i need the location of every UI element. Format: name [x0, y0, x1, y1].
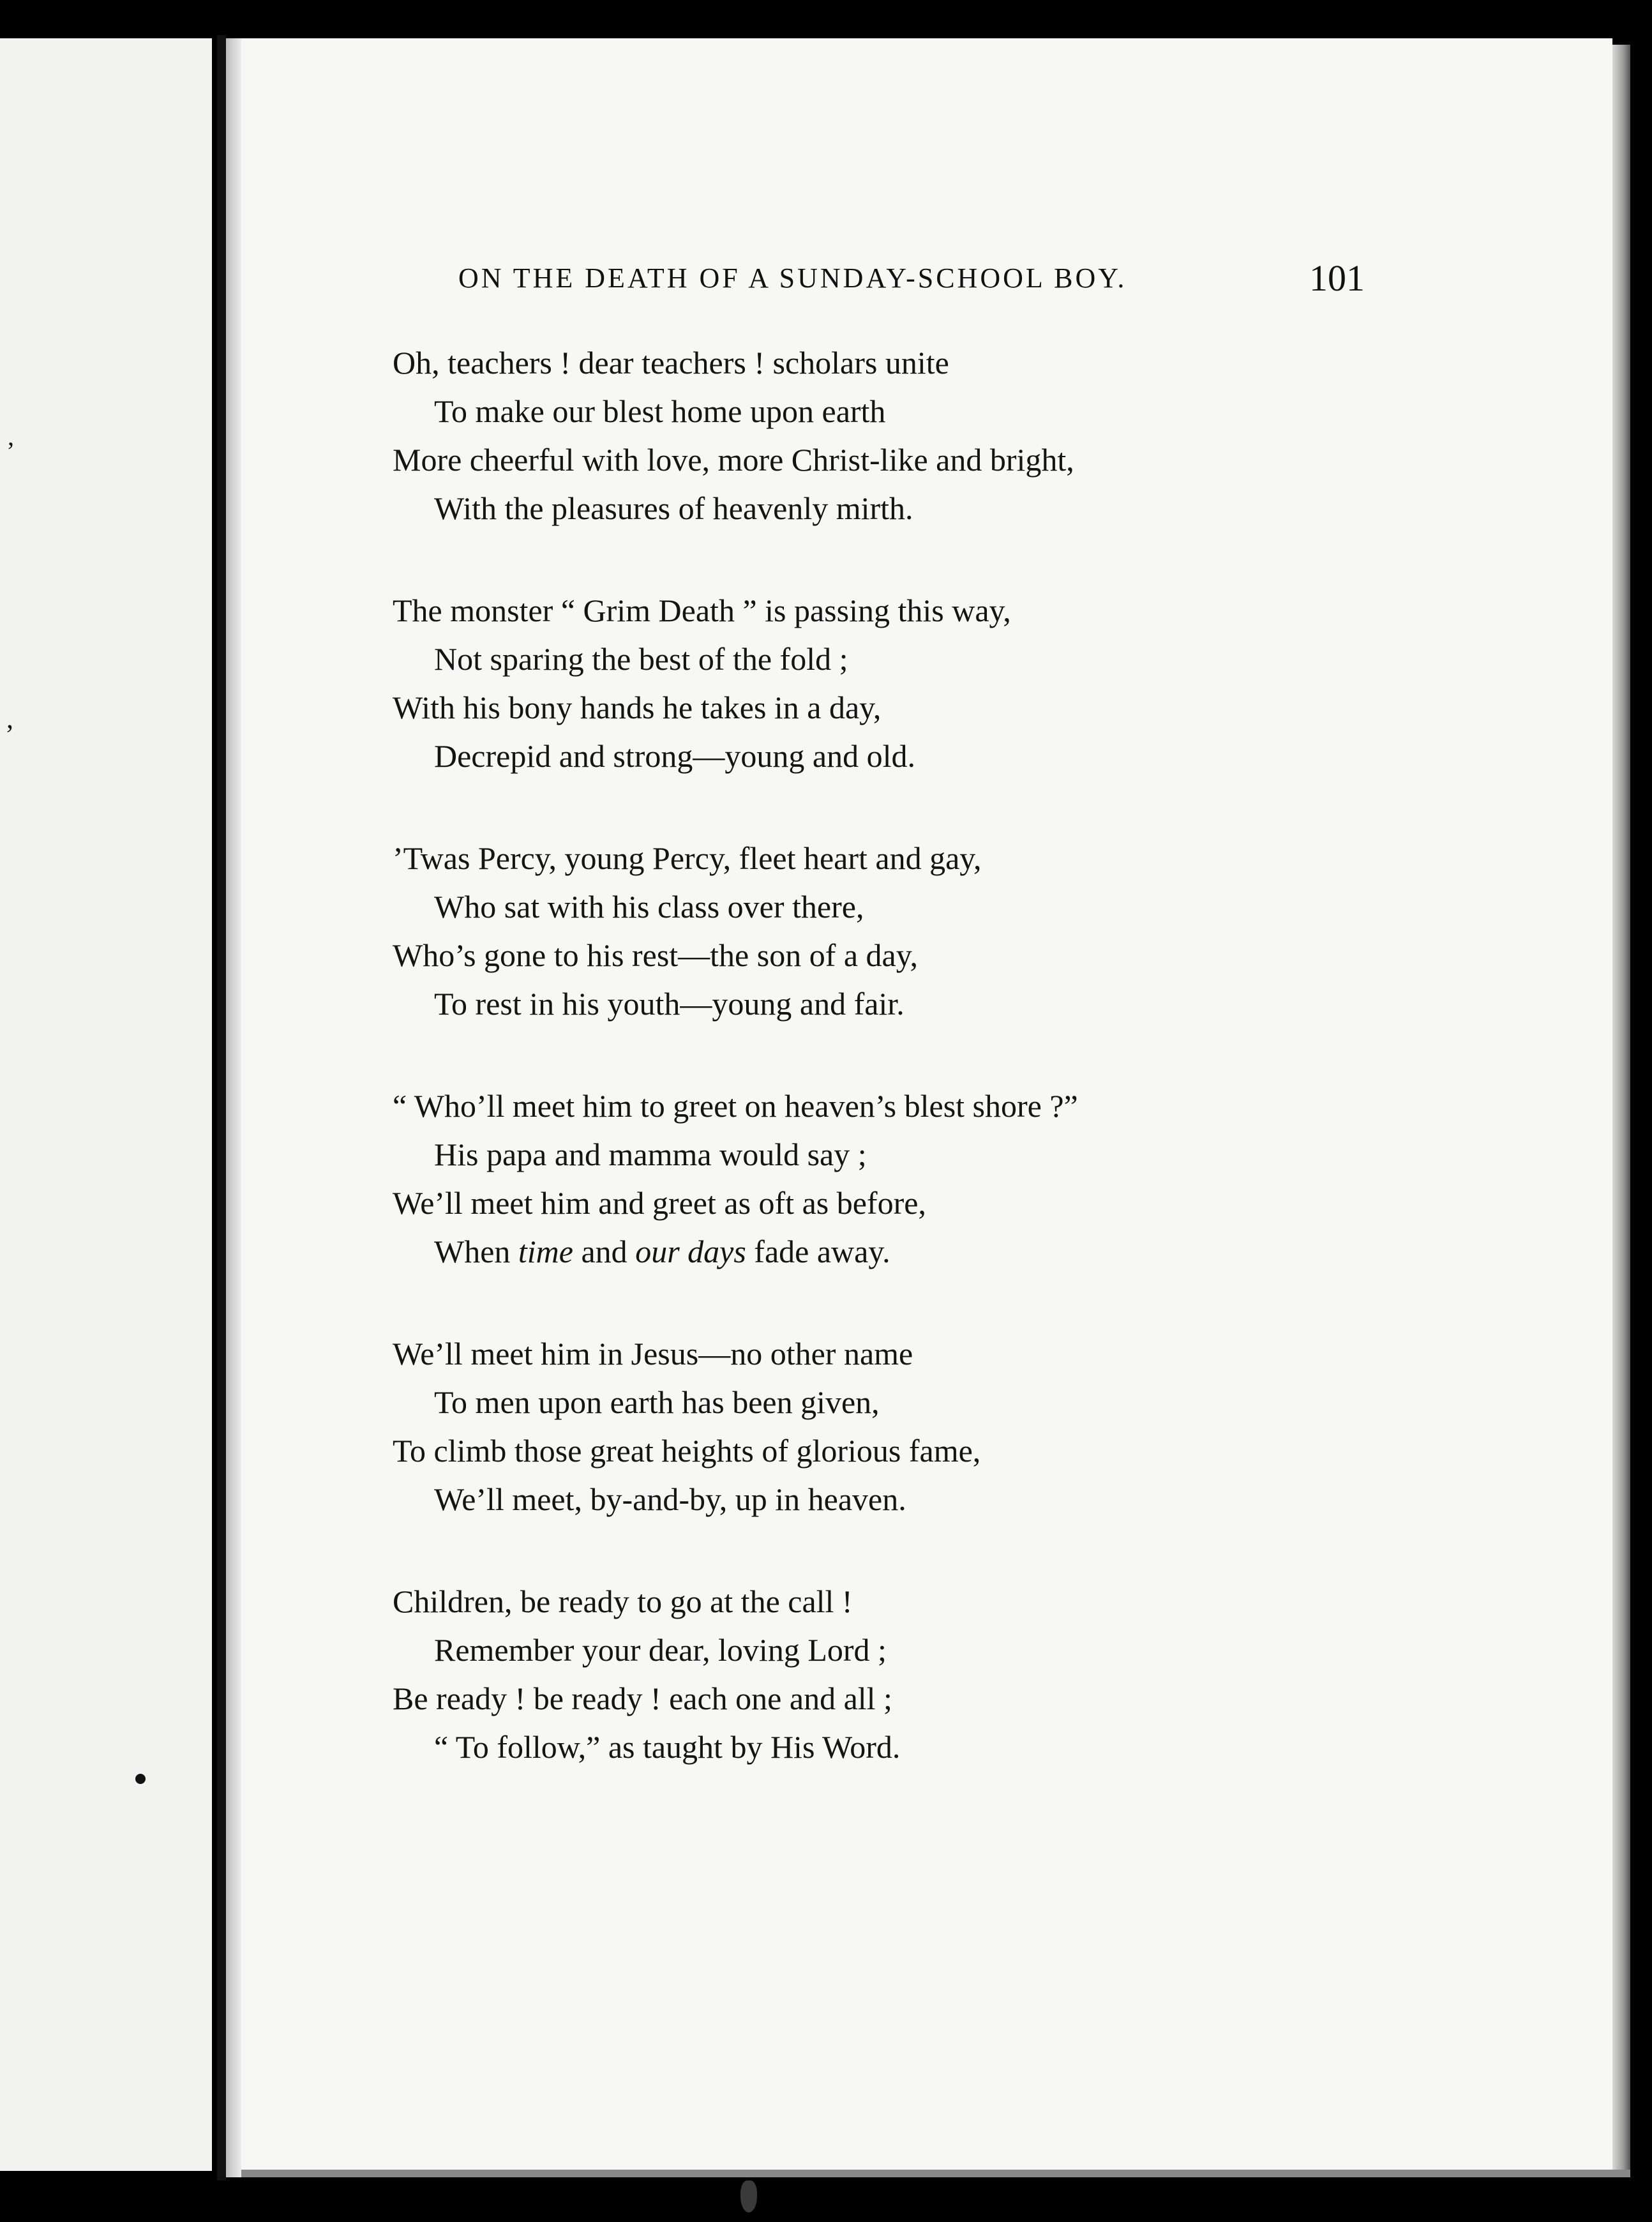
scan-artifact: [740, 2180, 757, 2212]
poem-line: With the pleasures of heavenly mirth.: [434, 490, 913, 526]
stanza: [393, 1329, 1414, 1523]
stanza: [393, 1577, 1414, 1771]
page-edge-shadow: [1612, 45, 1630, 2171]
italic-phrase: our days: [635, 1234, 746, 1269]
poem-line: We’ll meet, by-and-by, up in heaven.: [434, 1481, 906, 1517]
running-head: [458, 257, 1365, 301]
italic-word: time: [518, 1234, 573, 1269]
poem-line: Children, be ready to go at the call !: [393, 1583, 853, 1619]
book-gutter: [217, 35, 226, 2180]
poem-line: His papa and mamma would say ;: [434, 1137, 867, 1172]
stanza: [393, 338, 1414, 533]
poem-line: “ Who’ll meet him to greet on heaven’s blest shore ?”: [393, 1088, 1078, 1124]
poem-line: Who’s gone to his rest—the son of a day,: [393, 937, 918, 973]
line-text: fade away.: [746, 1234, 890, 1269]
poem-line: Not sparing the best of the fold ;: [434, 641, 848, 677]
poem-line: We’ll meet him and greet as oft as before,: [393, 1185, 926, 1221]
poem-line: ’Twas Percy, young Percy, fleet heart and gay,: [393, 840, 982, 876]
poem-line: “ To follow,” as taught by His Word.: [434, 1729, 901, 1765]
page-bottom-edge: [241, 2170, 1630, 2177]
poem-line: To rest in his youth—young and fair.: [434, 986, 905, 1022]
page-number: 101: [1309, 257, 1365, 299]
poem-line: [393, 1227, 1414, 1276]
line-text: When: [434, 1234, 518, 1269]
poem-line: Who sat with his class over there,: [434, 889, 864, 925]
line-text: and: [573, 1234, 636, 1269]
poem-line: The monster “ Grim Death ” is passing this way,: [393, 593, 1011, 628]
poem-line: More cheerful with love, more Christ-like and bright,: [393, 442, 1074, 478]
poem-line: With his bony hands he takes in a day,: [393, 690, 882, 725]
running-head-title: ON THE DEATH OF A SUNDAY-SCHOOL BOY.: [458, 262, 1127, 294]
poem-line: We’ll meet him in Jesus—no other name: [393, 1336, 913, 1372]
left-margin-mark: ,: [6, 703, 13, 734]
poem-line: Decrepid and strong—young and old.: [434, 738, 916, 774]
poem-body: [393, 338, 1414, 1825]
poem-line: To men upon earth has been given,: [434, 1384, 880, 1420]
poem-line: To make our blest home upon earth: [434, 393, 886, 429]
stanza: [393, 1082, 1414, 1276]
poem-line: To climb those great heights of glorious fame,: [393, 1433, 981, 1469]
stanza: [393, 586, 1414, 780]
left-margin-dot: [135, 1774, 146, 1784]
gutter-shadow: [226, 38, 241, 2177]
stanza: [393, 834, 1414, 1028]
left-margin-mark: ,: [8, 422, 14, 451]
left-page-edge: [0, 38, 212, 2171]
poem-line: Oh, teachers ! dear teachers ! scholars unite: [393, 345, 949, 381]
poem-line: Remember your dear, loving Lord ;: [434, 1632, 887, 1668]
poem-line: Be ready ! be ready ! each one and all ;: [393, 1681, 892, 1716]
